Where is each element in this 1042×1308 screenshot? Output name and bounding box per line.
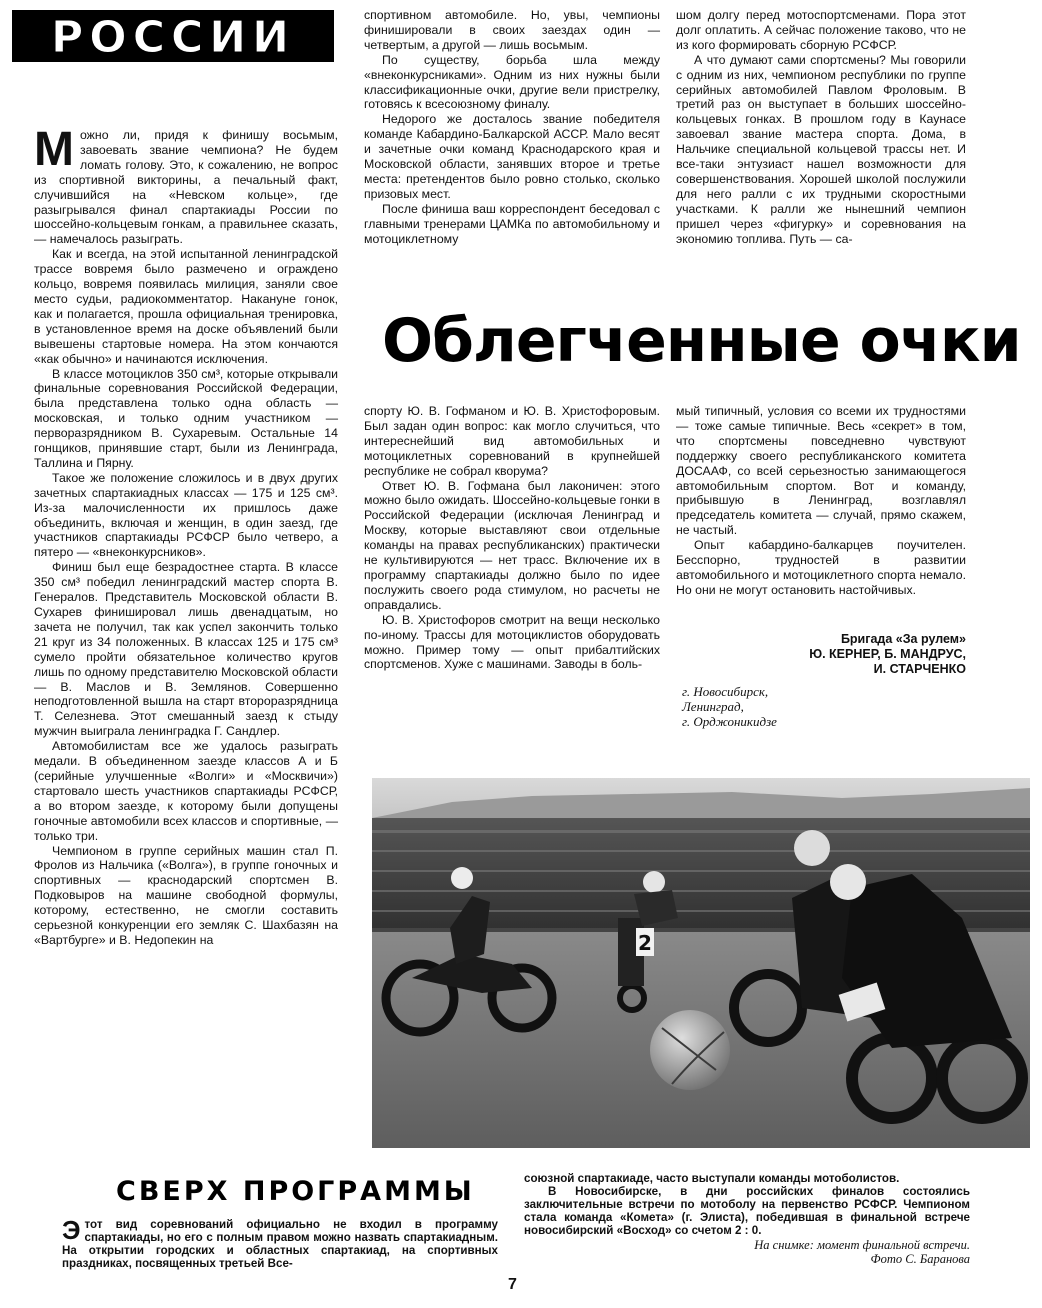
- place-line: г. Орджоникидзе: [682, 714, 777, 729]
- photo-caption: [600, 1238, 970, 1266]
- section-header-art: [12, 10, 334, 62]
- paragraph: спортивном автомобиле. Но, увы, чемпионы финишировали в своих заездах один — четвертым, а другой — лишь восьмым.: [364, 8, 660, 52]
- paragraph-text: тот вид соревнований официально не входил в программу спартакиады, но его с полным правом можно назвать спартакиадным. На открытии городских и областных спартакиад, на спортивных праздниках, посвященных третьей Все-: [62, 1218, 498, 1270]
- place-line: Ленинград,: [682, 699, 744, 714]
- signature-line: Бригада «За рулем»: [840, 632, 966, 646]
- paragraph: спорту Ю. В. Гофманом и Ю. В. Христофоровым. Был задан один вопрос: как могло случиться, что интереснейший вид автомобильных и мотоциклетных соревнований в крупнейшей республике не собрал кворума?: [364, 404, 660, 478]
- paragraph: мый типичный, условия со всеми их трудностями — тоже самые типичные. Весь «секрет» в том, что спортсмены повседневно чувствуют поддержку своего республиканского комитета ДОСААФ, со всей серьезностью занимающегося автомобильным спортом. Вот и команду, прибывшую в Ленинград, возглавлял председатель комитета — случай, прямо скажем, не частый.: [676, 404, 966, 538]
- paragraph: Опыт кабардино-балкарцев поучителен. Бесспорно, трудностей в развитии автомобильного и мотоциклетного спорта немало. Но они не могут остановить настойчивых.: [676, 538, 966, 597]
- signature-line: И. СТАРЧЕНКО: [873, 662, 966, 676]
- section-title: СВЕРХ ПРОГРАММЫ: [116, 1176, 475, 1207]
- drop-cap: М: [34, 123, 74, 176]
- place-line: г. Новосибирск,: [682, 684, 769, 699]
- paragraph: Недорого же досталось звание победителя команде Кабардино-Балкарской АССР. Мало весят и зачетные очки команд Краснодарского края и Московской области, занявших второе и третье места: претендентов было ровно столько, сколько призовых мест.: [364, 112, 660, 201]
- article-column-3-bottom: [676, 404, 966, 634]
- article-column-2-bottom: [364, 404, 660, 734]
- bottom-left-text: [62, 1215, 498, 1270]
- paragraph: [34, 123, 338, 247]
- paragraph: После финиша ваш корреспондент беседовал с главными тренерами ЦАМКа по автомобильному и мотоциклетному: [364, 201, 660, 246]
- paragraph: В классе мотоциклов 350 см³, которые открывали финальные соревнования Российской Федерации, была представлена только одна область — московская, и только одним участником — перворазрядником В. Сухаревым. Остальные 14 гонщиков, принявшие старт, были из Ленинграда, Таллина и Пярну.: [34, 366, 338, 470]
- paragraph-text: ожно ли, придя к финишу восьмым, завоевать звание чемпиона? Не будем ломать голову. Это, к сожалению, не вопрос из спортивной викторины, а печальный факт, случившийся на «Невском кольце», где разыгрывался финал спартакиады России по шоссейно-кольцевым гонкам, а правильнее сказать, — намечалось разыграть.: [34, 128, 338, 247]
- paragraph: Финиш был еще безрадостнее старта. В классе 350 см³ победил ленинградский мастер спорта В. Генералов. Представитель Московской области В. Сухарев финишировал лишь двенадцатым, но зачета не получил, так как успел закончить только 21 круг из 34 положенных. В классах 125 и 175 см³ сумело пройти обязательное количество кругов лишь по одному представителю Московской области — В. Маслов и В. Землянов. Совершенно неподготовленной вышла на старт второразрядница Т. Селезнева. Этот смешанный заезд к стыду мужчин выиграла ленинградка Г. Сандлер.: [34, 560, 338, 739]
- section-header: [12, 10, 334, 62]
- article-column-1: [34, 123, 338, 1094]
- drop-cap: Э: [62, 1215, 81, 1245]
- paragraph: шом долгу перед мотоспортсменами. Пора этот долг оплатить. А сейчас положение таково, что не из кого формировать сборную РСФСР.: [676, 8, 966, 52]
- place-lines: [682, 684, 882, 729]
- paragraph: По существу, борьба шла между «внеконкурсниками». Одним из них нужны были классификационные очки, другие вели пристрелку, готовясь к всесоюзному финалу.: [364, 52, 660, 112]
- paragraph: Автомобилистам все же удалось разыграть медали. В объединенном заезде классов А и Б (серийные улучшенные «Волги» и «Москвичи») стартовало шесть участников спартакиады РСФСР, а во втором заезде, к которому были допущены гоночные автомобили всех классов и спортивные, — только три.: [34, 739, 338, 843]
- caption-credit: Фото С. Баранова: [870, 1252, 970, 1266]
- race-number: 2: [638, 931, 652, 955]
- signature-line: Ю. КЕРНЕР, Б. МАНДРУС,: [809, 647, 966, 661]
- paragraph: Ответ Ю. В. Гофмана был лаконичен: этого можно было ожидать. Шоссейно-кольцевые гонки в Российской Федерации (исключая Ленинград и Москву, которые выставляют свои отдельные команды на правах республиканских) практически не культивируются — нет трасс. Включение их в программу спартакиады должно было по идее послужить своего рода стимулом, но расчеты не оправдались.: [364, 478, 660, 612]
- bottom-right-text: [524, 1172, 970, 1237]
- section-word: РОССИИ: [51, 12, 295, 62]
- caption-line: На снимке: момент финальной встречи.: [754, 1238, 970, 1252]
- motoball-photo: [372, 778, 1030, 1148]
- paragraph: Ю. В. Христофоров смотрит на вещи несколько по-иному. Трассы для мотоциклистов оборудовать можно. Пример тому — опыт прибалтийских спортсменов. Хуже с машинами. Заводы в боль-: [364, 612, 660, 672]
- paragraph: [62, 1215, 498, 1270]
- paragraph: В Новосибирске, в дни российских финалов состоялись заключительные встречи по мотоболу на первенство РСФСР. Чемпионом стала команда «Комета» (г. Элиста), победившая в финальной встрече новосибирский «Восход» со счетом 2 : 0.: [524, 1185, 970, 1237]
- article-column-3-top: [676, 8, 966, 300]
- motoball-photo-art: [372, 778, 1030, 1148]
- headline: Облегченные очки: [382, 306, 1021, 376]
- paragraph: Такое же положение сложилось и в двух других зачетных спартакиадных классах — 175 и 125 см³. Из-за малочисленности их пришлось даже объединить, включая и женщин, в один заезд, где участников спартакиады РСФСР было четверо, а пятеро — «внеконкурсников».: [34, 470, 338, 560]
- paragraph: Чемпионом в группе серийных машин стал П. Фролов из Нальчика («Волга»), в группе гоночных и спортивных — краснодарский спортсмен В. Подковыров на машине свободной формулы, которому, естественно, не смогли составить серьезной конкуренции его земляк С. Шахбазян на «Вартбурге» и В. Недопекин на: [34, 843, 338, 947]
- paragraph: Как и всегда, на этой испытанной ленинградской трассе вовремя было размечено и ограждено кольцо, вовремя появилась милиция, заняли свое место судьи, радиокомментатор. Накануне гонок, как и полагается, прошла официальная тренировка, в установленное время на доске объявлений были вывешены стартовые номера. На этом кончаются «как обычно» и начинаются исключения.: [34, 247, 338, 366]
- paragraph: А что думают сами спортсмены? Мы говорили с одним из них, чемпионом республики по группе серийных автомобилей Павлом Фроловым. В третий раз он выступает в больших шоссейно-кольцевых гонках. В прошлом году в Каунасе завоевал звание мастера спорта. Дома, в Нальчике специальной кольцевой трассы нет. И все-таки энтузиаст нашел возможности для совершенствования. Хорошей школой послужили для него ралли с их трудными скоростными участками. К ралли же нынешний чемпион пришел через «фигурку» и соревнования на экономию топлива. Путь — са-: [676, 52, 966, 246]
- page-number: 7: [508, 1276, 517, 1293]
- article-column-2-top: [364, 8, 660, 300]
- paragraph: союзной спартакиаде, часто выступали команды мотоболистов.: [524, 1172, 900, 1185]
- author-signature: [676, 632, 966, 677]
